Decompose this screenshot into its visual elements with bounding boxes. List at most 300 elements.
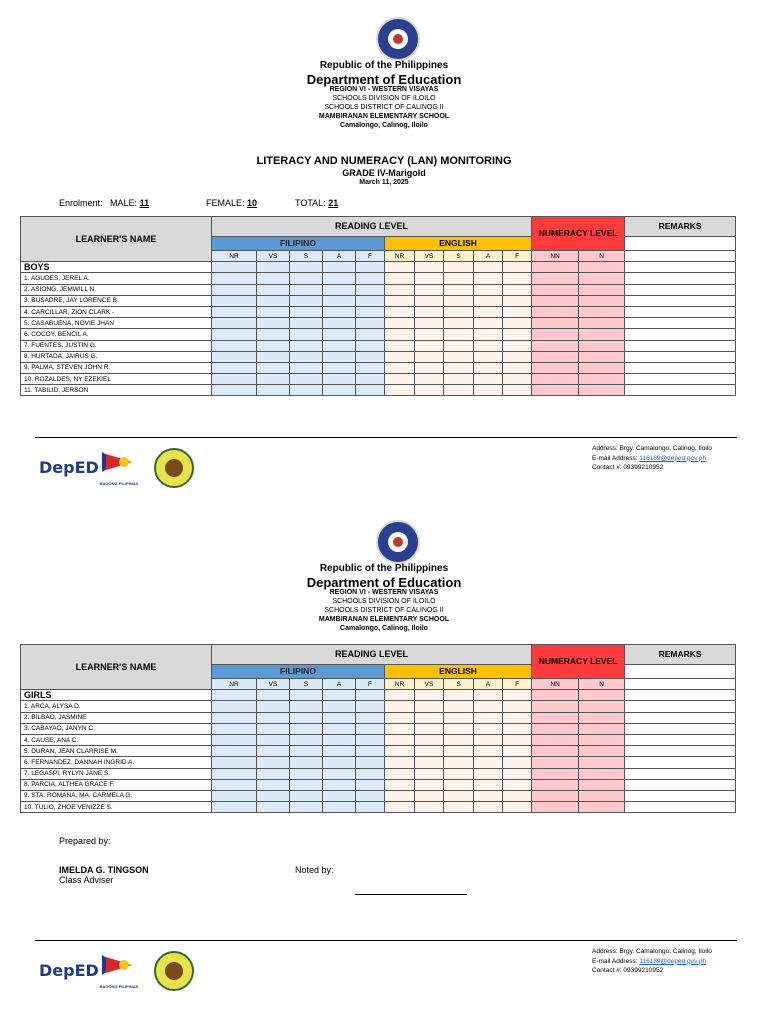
enrolment-label: Enrolment: — [59, 198, 103, 208]
eng-a-cell — [474, 284, 503, 295]
learner-name: 10. ROZALDES, NY EZEKIEL — [21, 374, 212, 385]
fil-a-cell — [323, 790, 356, 801]
fil-f-cell — [356, 351, 385, 362]
eng-vs-cell — [415, 790, 444, 801]
eng-f-cell — [503, 802, 532, 813]
eng-nr-cell — [385, 790, 415, 801]
fil-nr-cell — [212, 351, 257, 362]
num-col-nn: NN — [532, 251, 579, 262]
eng-f-cell — [503, 351, 532, 362]
num-n-cell — [579, 757, 625, 768]
eng-nr-cell — [385, 768, 415, 779]
female-group — [206, 198, 257, 208]
eng-f-cell — [503, 374, 532, 385]
fil-f-cell — [356, 790, 385, 801]
eng-vs-cell — [415, 362, 444, 373]
fil-s-cell — [290, 284, 323, 295]
fil-col-vs: VS — [257, 251, 290, 262]
eng-a-cell — [474, 306, 503, 317]
eng-vs-cell — [415, 746, 444, 757]
eng-nr-cell — [385, 802, 415, 813]
eng-f-cell — [503, 734, 532, 745]
eng-f-cell — [503, 340, 532, 351]
learner-name: 7. LEGASPI, RYLYN JANE S. — [21, 768, 212, 779]
fil-nr-cell — [212, 329, 257, 340]
remarks-cell — [625, 757, 736, 768]
eng-f-cell — [503, 385, 532, 396]
eng-a-cell — [474, 768, 503, 779]
learner-row — [21, 768, 736, 779]
eng-vs-cell — [415, 385, 444, 396]
eng-vs-cell — [415, 351, 444, 362]
fil-a-cell — [323, 329, 356, 340]
fil-s-cell — [290, 306, 323, 317]
girls-group-label: GIRLS — [21, 690, 212, 701]
fil-s-cell — [290, 779, 323, 790]
remarks-cell — [625, 351, 736, 362]
fil-a-cell — [323, 802, 356, 813]
learner-name-header: LEARNER'S NAME — [21, 217, 212, 262]
eng-s-cell — [444, 306, 474, 317]
eng-s-cell — [444, 273, 474, 284]
fil-vs-cell — [257, 284, 290, 295]
eng-a-cell — [474, 802, 503, 813]
school-location: Camalongo, Calinog, Iloilo — [340, 122, 428, 129]
reading-level-header: READING LEVEL — [212, 217, 532, 237]
fil-f-cell — [356, 329, 385, 340]
learner-name: 11. TABILID, JERSON — [21, 385, 212, 396]
eng-f-cell — [503, 746, 532, 757]
fil-a-cell — [323, 723, 356, 734]
remarks-sub — [625, 679, 736, 690]
learner-name: 3. CABAYAO, JANYN C. — [21, 723, 212, 734]
num-nn-cell — [532, 295, 579, 306]
school-location: Camalongo, Calinog, Iloilo — [340, 625, 428, 632]
fil-a-cell — [323, 306, 356, 317]
adviser-name: IMELDA G. TINGSON — [59, 865, 149, 875]
district-text: SCHOOLS DISTRICT OF CALINOG II — [324, 607, 444, 614]
learner-row — [21, 329, 736, 340]
eng-a-cell — [474, 340, 503, 351]
eng-a-cell — [474, 273, 503, 284]
eng-nr-cell — [385, 284, 415, 295]
department-title: Department of Education — [306, 575, 462, 590]
fil-nr-cell — [212, 746, 257, 757]
reading-level-header: READING LEVEL — [212, 645, 532, 665]
fil-s-cell — [290, 802, 323, 813]
fil-s-cell — [290, 273, 323, 284]
eng-s-cell — [444, 318, 474, 329]
school-seal-icon — [154, 448, 194, 488]
deped-logo — [39, 458, 99, 477]
num-n-cell — [579, 385, 625, 396]
fil-s-cell — [290, 790, 323, 801]
learner-row — [21, 779, 736, 790]
remarks-blank — [625, 237, 736, 251]
eng-col-nr: NR — [385, 679, 415, 690]
noted-by-signature-line — [355, 894, 467, 895]
num-nn-cell — [532, 723, 579, 734]
numeracy-level-header: NUMERACY LEVEL — [532, 645, 625, 679]
fil-s-cell — [290, 374, 323, 385]
eng-s-cell — [444, 802, 474, 813]
eng-f-cell — [503, 701, 532, 712]
fil-nr-cell — [212, 273, 257, 284]
girls-monitoring-table — [20, 644, 736, 813]
num-nn-cell — [532, 273, 579, 284]
eng-f-cell — [503, 757, 532, 768]
fil-vs-cell — [257, 734, 290, 745]
department-title: Department of Education — [306, 72, 462, 87]
eng-vs-cell — [415, 340, 444, 351]
num-n-cell — [579, 284, 625, 295]
filipino-header: FILIPINO — [212, 237, 385, 251]
fil-a-cell — [323, 273, 356, 284]
num-n-cell — [579, 746, 625, 757]
fil-vs-cell — [257, 273, 290, 284]
remarks-cell — [625, 284, 736, 295]
remarks-header: REMARKS — [625, 217, 736, 237]
fil-nr-cell — [212, 790, 257, 801]
eng-vs-cell — [415, 779, 444, 790]
fil-vs-cell — [257, 340, 290, 351]
learner-name: 10. TULIO, ZHOE VENIZZE S. — [21, 802, 212, 813]
eng-col-vs: VS — [415, 679, 444, 690]
fil-a-cell — [323, 374, 356, 385]
num-nn-cell — [532, 802, 579, 813]
male-label: MALE: — [110, 198, 138, 208]
fil-col-vs: VS — [257, 679, 290, 690]
remarks-cell — [625, 712, 736, 723]
remarks-cell — [625, 385, 736, 396]
fil-s-cell — [290, 757, 323, 768]
eng-a-cell — [474, 362, 503, 373]
girls-rows — [21, 701, 736, 813]
eng-vs-cell — [415, 757, 444, 768]
num-nn-cell — [532, 779, 579, 790]
fil-a-cell — [323, 318, 356, 329]
fil-f-cell — [356, 295, 385, 306]
fil-vs-cell — [257, 768, 290, 779]
fil-nr-cell — [212, 362, 257, 373]
eng-vs-cell — [415, 802, 444, 813]
fil-a-cell — [323, 284, 356, 295]
fil-f-cell — [356, 802, 385, 813]
remarks-cell — [625, 779, 736, 790]
fil-nr-cell — [212, 318, 257, 329]
fil-nr-cell — [212, 295, 257, 306]
learner-name: 5. CASABUENA, NOVIE JHAN — [21, 318, 212, 329]
footer-address: Address: Brgy. Camalongo, Calinog, Iloilo — [592, 948, 712, 955]
eng-nr-cell — [385, 340, 415, 351]
fil-f-cell — [356, 374, 385, 385]
learner-name: 2. ASIONG, JEMWILL N. — [21, 284, 212, 295]
num-n-cell — [579, 768, 625, 779]
fil-a-cell — [323, 712, 356, 723]
fil-f-cell — [356, 768, 385, 779]
remarks-cell — [625, 362, 736, 373]
num-n-cell — [579, 802, 625, 813]
fil-a-cell — [323, 340, 356, 351]
eng-a-cell — [474, 329, 503, 340]
fil-f-cell — [356, 340, 385, 351]
bagong-pilipinas-logo-icon — [98, 448, 140, 486]
num-col-nn: NN — [532, 679, 579, 690]
remarks-cell — [625, 746, 736, 757]
footer-email-link[interactable]: 116189@deped.gov.ph — [639, 957, 707, 965]
eng-a-cell — [474, 790, 503, 801]
male-count: 11 — [139, 198, 150, 208]
fil-vs-cell — [257, 712, 290, 723]
learner-name: 8. PARCIA, ALTHEA GRACE F. — [21, 779, 212, 790]
boys-monitoring-table — [20, 216, 736, 396]
fil-s-cell — [290, 351, 323, 362]
eng-col-nr: NR — [385, 251, 415, 262]
fil-f-cell — [356, 723, 385, 734]
remarks-cell — [625, 768, 736, 779]
learner-name: 1. ARCA, ALYSA D. — [21, 701, 212, 712]
english-header: ENGLISH — [385, 665, 532, 679]
eng-a-cell — [474, 374, 503, 385]
learner-row — [21, 351, 736, 362]
fil-a-cell — [323, 768, 356, 779]
total-count: 21 — [328, 198, 339, 208]
fil-a-cell — [323, 295, 356, 306]
fil-vs-cell — [257, 306, 290, 317]
fil-vs-cell — [257, 802, 290, 813]
eng-s-cell — [444, 385, 474, 396]
fil-vs-cell — [257, 701, 290, 712]
eng-s-cell — [444, 723, 474, 734]
eng-nr-cell — [385, 351, 415, 362]
fil-s-cell — [290, 318, 323, 329]
fil-vs-cell — [257, 318, 290, 329]
fil-a-cell — [323, 779, 356, 790]
fil-col-f: F — [356, 251, 385, 262]
learner-row — [21, 802, 736, 813]
learner-row — [21, 374, 736, 385]
num-nn-cell — [532, 306, 579, 317]
eng-s-cell — [444, 340, 474, 351]
fil-s-cell — [290, 768, 323, 779]
eng-s-cell — [444, 362, 474, 373]
report-date: March 11, 2025 — [359, 179, 409, 186]
fil-a-cell — [323, 385, 356, 396]
footer-address-block — [592, 444, 712, 473]
division-text: SCHOOLS DIVISION OF ILOILO — [332, 95, 436, 102]
eng-s-cell — [444, 712, 474, 723]
footer-email-link[interactable]: 116189@deped.gov.ph — [639, 454, 707, 462]
remarks-blank — [625, 665, 736, 679]
eng-a-cell — [474, 385, 503, 396]
footer-address: Address: Brgy. Camalongo, Calinog, Iloilo — [592, 445, 712, 452]
eng-nr-cell — [385, 306, 415, 317]
fil-s-cell — [290, 746, 323, 757]
fil-vs-cell — [257, 329, 290, 340]
footer-divider — [35, 437, 737, 438]
learner-name: 3. BUSADRE, JAY LORENCE B. — [21, 295, 212, 306]
division-text: SCHOOLS DIVISION OF ILOILO — [332, 598, 436, 605]
learner-name: 9. PALMA, STEVEN JOHN R. — [21, 362, 212, 373]
eng-a-cell — [474, 295, 503, 306]
num-n-cell — [579, 351, 625, 362]
eng-s-cell — [444, 746, 474, 757]
learner-name: 7. FUENTES, JUSTIN G. — [21, 340, 212, 351]
remarks-cell — [625, 374, 736, 385]
filipino-header: FILIPINO — [212, 665, 385, 679]
eng-f-cell — [503, 362, 532, 373]
deped-seal-icon — [376, 17, 420, 61]
fil-f-cell — [356, 273, 385, 284]
fil-nr-cell — [212, 723, 257, 734]
fil-nr-cell — [212, 374, 257, 385]
remarks-cell — [625, 723, 736, 734]
eng-a-cell — [474, 318, 503, 329]
deped-seal-icon — [376, 520, 420, 564]
num-nn-cell — [532, 374, 579, 385]
eng-f-cell — [503, 790, 532, 801]
learner-row — [21, 757, 736, 768]
eng-f-cell — [503, 284, 532, 295]
fil-f-cell — [356, 284, 385, 295]
eng-s-cell — [444, 757, 474, 768]
eng-col-f: F — [503, 251, 532, 262]
eng-vs-cell — [415, 768, 444, 779]
fil-vs-cell — [257, 790, 290, 801]
total-group — [295, 198, 338, 208]
remarks-cell — [625, 329, 736, 340]
fil-f-cell — [356, 779, 385, 790]
num-nn-cell — [532, 701, 579, 712]
num-n-cell — [579, 712, 625, 723]
fil-f-cell — [356, 746, 385, 757]
fil-f-cell — [356, 701, 385, 712]
footer-contact: Contact #: 09399210952 — [592, 967, 664, 974]
fil-a-cell — [323, 746, 356, 757]
bagong-label: BAGONG PILIPINAS — [99, 984, 139, 989]
fil-a-cell — [323, 701, 356, 712]
learner-name: 4. CARCILLAR, ZION CLARK - — [21, 306, 212, 317]
fil-col-nr: NR — [212, 251, 257, 262]
republic-text: Republic of the Philippines — [319, 60, 449, 71]
num-col-n: N — [579, 679, 625, 690]
fil-a-cell — [323, 734, 356, 745]
eng-nr-cell — [385, 318, 415, 329]
adviser-title: Class Adviser — [59, 875, 114, 885]
footer-email-label: E-mail Address: — [592, 957, 638, 965]
num-n-cell — [579, 318, 625, 329]
eng-f-cell — [503, 329, 532, 340]
num-col-n: N — [579, 251, 625, 262]
eng-s-cell — [444, 351, 474, 362]
fil-f-cell — [356, 385, 385, 396]
eng-col-a: A — [474, 251, 503, 262]
num-nn-cell — [532, 351, 579, 362]
deped-logo-text: DepED — [39, 961, 99, 980]
eng-vs-cell — [415, 701, 444, 712]
learner-row — [21, 712, 736, 723]
learner-row — [21, 318, 736, 329]
num-nn-cell — [532, 329, 579, 340]
eng-nr-cell — [385, 362, 415, 373]
num-n-cell — [579, 340, 625, 351]
learner-row — [21, 295, 736, 306]
num-nn-cell — [532, 734, 579, 745]
fil-vs-cell — [257, 295, 290, 306]
learner-row — [21, 746, 736, 757]
deped-logo — [39, 961, 99, 980]
eng-s-cell — [444, 768, 474, 779]
num-n-cell — [579, 273, 625, 284]
eng-a-cell — [474, 734, 503, 745]
fil-nr-cell — [212, 734, 257, 745]
fil-col-a: A — [323, 251, 356, 262]
fil-f-cell — [356, 362, 385, 373]
eng-f-cell — [503, 273, 532, 284]
eng-s-cell — [444, 701, 474, 712]
num-nn-cell — [532, 757, 579, 768]
learner-row — [21, 340, 736, 351]
num-n-cell — [579, 723, 625, 734]
school-name: MAMBIRANAN ELEMENTARY SCHOOL — [318, 616, 450, 623]
eng-nr-cell — [385, 295, 415, 306]
num-nn-cell — [532, 712, 579, 723]
eng-col-a: A — [474, 679, 503, 690]
eng-nr-cell — [385, 701, 415, 712]
fil-col-nr: NR — [212, 679, 257, 690]
eng-nr-cell — [385, 723, 415, 734]
fil-vs-cell — [257, 351, 290, 362]
eng-f-cell — [503, 768, 532, 779]
eng-a-cell — [474, 712, 503, 723]
report-title: LITERACY AND NUMERACY (LAN) MONITORING — [256, 155, 512, 167]
footer-email-label: E-mail Address: — [592, 454, 638, 462]
num-n-cell — [579, 362, 625, 373]
fil-f-cell — [356, 712, 385, 723]
school-name: MAMBIRANAN ELEMENTARY SCHOOL — [318, 113, 450, 120]
female-count: 10 — [247, 198, 258, 208]
eng-vs-cell — [415, 284, 444, 295]
eng-col-vs: VS — [415, 251, 444, 262]
eng-nr-cell — [385, 779, 415, 790]
eng-col-s: S — [444, 251, 474, 262]
eng-f-cell — [503, 723, 532, 734]
num-nn-cell — [532, 768, 579, 779]
eng-vs-cell — [415, 329, 444, 340]
fil-col-a: A — [323, 679, 356, 690]
eng-a-cell — [474, 701, 503, 712]
eng-vs-cell — [415, 318, 444, 329]
eng-s-cell — [444, 779, 474, 790]
num-n-cell — [579, 701, 625, 712]
fil-vs-cell — [257, 362, 290, 373]
fil-nr-cell — [212, 284, 257, 295]
fil-s-cell — [290, 734, 323, 745]
fil-nr-cell — [212, 779, 257, 790]
fil-s-cell — [290, 723, 323, 734]
eng-vs-cell — [415, 723, 444, 734]
school-seal-icon — [154, 951, 194, 991]
remarks-cell — [625, 295, 736, 306]
fil-a-cell — [323, 351, 356, 362]
fil-f-cell — [356, 757, 385, 768]
english-header: ENGLISH — [385, 237, 532, 251]
learner-name: 4. CAUSE, ANA C. — [21, 734, 212, 745]
eng-s-cell — [444, 284, 474, 295]
learner-row — [21, 362, 736, 373]
region-text: REGION VI - WESTERN VISAYAS — [329, 86, 439, 93]
fil-nr-cell — [212, 385, 257, 396]
